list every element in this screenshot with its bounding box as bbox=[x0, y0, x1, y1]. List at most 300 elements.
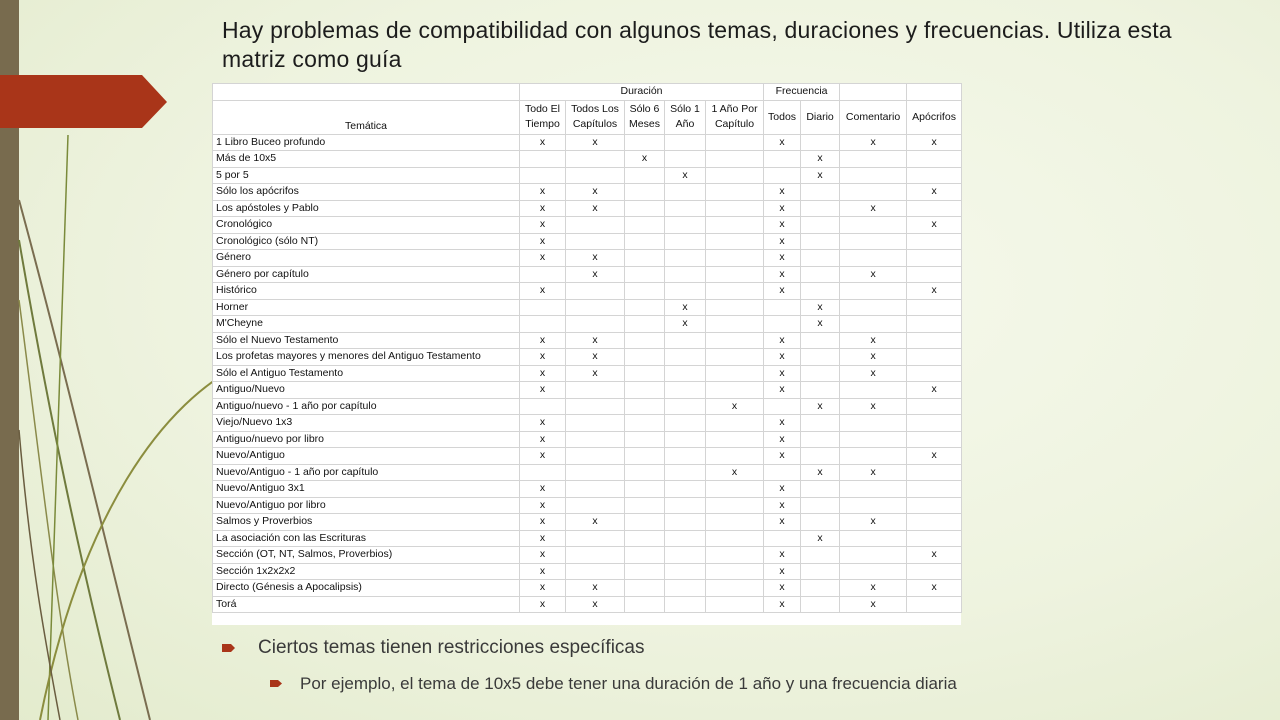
row-label: Antiguo/nuevo por libro bbox=[213, 431, 520, 448]
matrix-cell bbox=[520, 398, 566, 415]
matrix-cell: x bbox=[566, 349, 625, 366]
matrix-cell: x bbox=[520, 563, 566, 580]
matrix-cell: x bbox=[801, 316, 840, 333]
matrix-cell: x bbox=[840, 266, 907, 283]
matrix-cell bbox=[907, 481, 962, 498]
bullet-text: Por ejemplo, el tema de 10x5 debe tener una duración de 1 año y una frecuencia diaria bbox=[300, 674, 957, 693]
matrix-cell: x bbox=[764, 233, 801, 250]
matrix-cell bbox=[566, 316, 625, 333]
matrix-cell: x bbox=[764, 382, 801, 399]
matrix-cell bbox=[907, 497, 962, 514]
matrix-cell bbox=[764, 398, 801, 415]
matrix-cell bbox=[840, 448, 907, 465]
slide-title: Hay problemas de compatibilidad con algunos temas, duraciones y frecuencias. Utiliza esta matriz como guía bbox=[222, 17, 1172, 72]
matrix-cell: x bbox=[764, 184, 801, 201]
matrix-cell bbox=[801, 481, 840, 498]
matrix-cell bbox=[625, 167, 665, 184]
matrix-cell: x bbox=[706, 464, 764, 481]
matrix-cell bbox=[907, 167, 962, 184]
matrix-cell bbox=[706, 233, 764, 250]
matrix-cell bbox=[665, 233, 706, 250]
matrix-cell bbox=[566, 283, 625, 300]
table-row bbox=[213, 299, 962, 316]
matrix-cell bbox=[520, 167, 566, 184]
matrix-cell bbox=[566, 151, 625, 168]
matrix-cell bbox=[706, 200, 764, 217]
row-label: Antiguo/nuevo - 1 año por capítulo bbox=[213, 398, 520, 415]
matrix-cell bbox=[665, 415, 706, 432]
matrix-cell bbox=[907, 415, 962, 432]
table-row bbox=[213, 365, 962, 382]
matrix-cell bbox=[801, 497, 840, 514]
matrix-cell bbox=[706, 217, 764, 234]
table-row bbox=[213, 200, 962, 217]
matrix-table bbox=[212, 83, 962, 613]
table-row bbox=[213, 415, 962, 432]
matrix-cell bbox=[706, 151, 764, 168]
matrix-cell: x bbox=[764, 596, 801, 613]
matrix-cell bbox=[566, 415, 625, 432]
matrix-cell bbox=[801, 596, 840, 613]
matrix-cell bbox=[907, 332, 962, 349]
row-label: Sólo los apócrifos bbox=[213, 184, 520, 201]
matrix-cell: x bbox=[907, 217, 962, 234]
row-label: Antiguo/Nuevo bbox=[213, 382, 520, 399]
matrix-cell bbox=[625, 283, 665, 300]
matrix-cell bbox=[665, 332, 706, 349]
matrix-cell bbox=[665, 283, 706, 300]
matrix-cell bbox=[706, 448, 764, 465]
matrix-cell bbox=[907, 151, 962, 168]
matrix-cell bbox=[801, 349, 840, 366]
matrix-cell bbox=[706, 530, 764, 547]
matrix-cell bbox=[801, 547, 840, 564]
row-label: Sección 1x2x2x2 bbox=[213, 563, 520, 580]
matrix-cell bbox=[840, 316, 907, 333]
matrix-cell bbox=[665, 134, 706, 151]
matrix-cell: x bbox=[764, 283, 801, 300]
matrix-cell: x bbox=[907, 580, 962, 597]
matrix-cell bbox=[520, 151, 566, 168]
matrix-cell bbox=[520, 299, 566, 316]
matrix-cell: x bbox=[566, 200, 625, 217]
matrix-cell bbox=[706, 563, 764, 580]
matrix-cell bbox=[566, 448, 625, 465]
table-row bbox=[213, 167, 962, 184]
matrix-cell: x bbox=[764, 365, 801, 382]
row-label: Cronológico (sólo NT) bbox=[213, 233, 520, 250]
matrix-cell bbox=[625, 398, 665, 415]
matrix-cell: x bbox=[520, 481, 566, 498]
matrix-cell bbox=[706, 382, 764, 399]
matrix-cell: x bbox=[840, 464, 907, 481]
table-row bbox=[213, 481, 962, 498]
row-label: Sólo el Antiguo Testamento bbox=[213, 365, 520, 382]
matrix-cell: x bbox=[566, 134, 625, 151]
matrix-cell bbox=[625, 299, 665, 316]
matrix-cell bbox=[764, 316, 801, 333]
matrix-cell bbox=[840, 481, 907, 498]
matrix-cell bbox=[706, 580, 764, 597]
matrix-cell bbox=[840, 151, 907, 168]
matrix-cell: x bbox=[801, 464, 840, 481]
matrix-cell: x bbox=[566, 250, 625, 267]
matrix-cell: x bbox=[840, 514, 907, 531]
matrix-cell bbox=[625, 233, 665, 250]
matrix-cell bbox=[665, 547, 706, 564]
matrix-cell bbox=[665, 266, 706, 283]
matrix-cell bbox=[706, 514, 764, 531]
matrix-cell bbox=[665, 217, 706, 234]
matrix-cell bbox=[907, 514, 962, 531]
row-label: Histórico bbox=[213, 283, 520, 300]
matrix-cell: x bbox=[520, 200, 566, 217]
column-header: Sólo 6 Meses bbox=[625, 100, 665, 134]
matrix-cell bbox=[706, 415, 764, 432]
matrix-cell bbox=[665, 200, 706, 217]
matrix-cell bbox=[907, 530, 962, 547]
matrix-cell bbox=[665, 497, 706, 514]
empty-header-cell bbox=[213, 84, 520, 101]
matrix-cell: x bbox=[566, 332, 625, 349]
table-row bbox=[213, 349, 962, 366]
matrix-cell bbox=[801, 382, 840, 399]
matrix-cell: x bbox=[764, 580, 801, 597]
bullet-arrow-icon bbox=[222, 642, 236, 654]
matrix-cell bbox=[907, 233, 962, 250]
matrix-cell bbox=[625, 365, 665, 382]
matrix-cell bbox=[665, 514, 706, 531]
matrix-cell bbox=[801, 563, 840, 580]
row-label: Salmos y Proverbios bbox=[213, 514, 520, 531]
matrix-cell: x bbox=[520, 217, 566, 234]
matrix-cell: x bbox=[520, 580, 566, 597]
matrix-cell bbox=[625, 250, 665, 267]
column-header: Apócrifos bbox=[907, 100, 962, 134]
matrix-cell bbox=[520, 464, 566, 481]
matrix-cell: x bbox=[520, 365, 566, 382]
matrix-cell: x bbox=[907, 382, 962, 399]
matrix-cell bbox=[566, 497, 625, 514]
matrix-cell bbox=[801, 266, 840, 283]
matrix-cell: x bbox=[706, 398, 764, 415]
matrix-cell bbox=[840, 217, 907, 234]
matrix-cell: x bbox=[520, 596, 566, 613]
matrix-cell: x bbox=[764, 448, 801, 465]
matrix-cell bbox=[907, 563, 962, 580]
matrix-cell bbox=[625, 464, 665, 481]
matrix-cell: x bbox=[840, 332, 907, 349]
matrix-cell bbox=[665, 481, 706, 498]
matrix-cell bbox=[625, 349, 665, 366]
matrix-cell: x bbox=[764, 349, 801, 366]
matrix-cell bbox=[706, 596, 764, 613]
matrix-cell bbox=[706, 316, 764, 333]
row-label: Nuevo/Antiguo 3x1 bbox=[213, 481, 520, 498]
matrix-cell bbox=[665, 530, 706, 547]
matrix-cell bbox=[566, 530, 625, 547]
table-row bbox=[213, 596, 962, 613]
table-row bbox=[213, 250, 962, 267]
table-row bbox=[213, 332, 962, 349]
matrix-cell: x bbox=[840, 365, 907, 382]
matrix-cell: x bbox=[840, 134, 907, 151]
matrix-cell: x bbox=[625, 151, 665, 168]
matrix-cell: x bbox=[566, 184, 625, 201]
matrix-cell bbox=[625, 266, 665, 283]
matrix-cell bbox=[706, 365, 764, 382]
table-row bbox=[213, 283, 962, 300]
matrix-cell: x bbox=[840, 596, 907, 613]
matrix-cell bbox=[566, 382, 625, 399]
matrix-cell: x bbox=[665, 316, 706, 333]
matrix-cell bbox=[706, 431, 764, 448]
matrix-cell bbox=[764, 151, 801, 168]
matrix-cell bbox=[907, 200, 962, 217]
matrix-cell: x bbox=[520, 415, 566, 432]
column-header: Diario bbox=[801, 100, 840, 134]
matrix-cell bbox=[566, 547, 625, 564]
frecuencia-group-header: Frecuencia bbox=[764, 84, 840, 101]
matrix-cell: x bbox=[566, 580, 625, 597]
matrix-cell bbox=[625, 547, 665, 564]
matrix-cell bbox=[706, 167, 764, 184]
matrix-cell bbox=[566, 299, 625, 316]
table-row bbox=[213, 448, 962, 465]
row-label: 5 por 5 bbox=[213, 167, 520, 184]
matrix-cell: x bbox=[801, 398, 840, 415]
matrix-cell bbox=[665, 596, 706, 613]
matrix-cell bbox=[665, 398, 706, 415]
table-row bbox=[213, 382, 962, 399]
matrix-cell bbox=[840, 415, 907, 432]
matrix-cell bbox=[764, 167, 801, 184]
matrix-cell: x bbox=[665, 167, 706, 184]
matrix-cell: x bbox=[801, 299, 840, 316]
matrix-cell bbox=[665, 382, 706, 399]
matrix-cell bbox=[706, 250, 764, 267]
matrix-cell: x bbox=[840, 200, 907, 217]
row-label: Género por capítulo bbox=[213, 266, 520, 283]
empty-header-cell bbox=[907, 84, 962, 101]
tematica-header: Temática bbox=[213, 100, 520, 134]
table-row bbox=[213, 134, 962, 151]
matrix-cell: x bbox=[566, 596, 625, 613]
matrix-cell bbox=[706, 497, 764, 514]
empty-header-cell bbox=[840, 84, 907, 101]
matrix-cell: x bbox=[520, 283, 566, 300]
matrix-cell: x bbox=[764, 497, 801, 514]
row-label: Nuevo/Antiguo bbox=[213, 448, 520, 465]
group-header-row bbox=[213, 84, 962, 101]
table-row bbox=[213, 580, 962, 597]
column-header: Sólo 1 Año bbox=[665, 100, 706, 134]
matrix-cell: x bbox=[907, 283, 962, 300]
matrix-cell bbox=[840, 431, 907, 448]
matrix-cell bbox=[706, 547, 764, 564]
row-label: Sólo el Nuevo Testamento bbox=[213, 332, 520, 349]
matrix-cell bbox=[907, 266, 962, 283]
matrix-cell: x bbox=[520, 530, 566, 547]
matrix-cell bbox=[566, 481, 625, 498]
matrix-cell bbox=[706, 184, 764, 201]
matrix-cell bbox=[840, 184, 907, 201]
matrix-cell bbox=[706, 299, 764, 316]
matrix-cell: x bbox=[840, 349, 907, 366]
matrix-cell: x bbox=[801, 167, 840, 184]
matrix-cell bbox=[840, 283, 907, 300]
column-header: Comentario bbox=[840, 100, 907, 134]
matrix-cell: x bbox=[520, 184, 566, 201]
row-label: La asociación con las Escrituras bbox=[213, 530, 520, 547]
matrix-cell bbox=[801, 250, 840, 267]
matrix-cell: x bbox=[764, 415, 801, 432]
matrix-cell bbox=[801, 514, 840, 531]
matrix-cell: x bbox=[566, 266, 625, 283]
matrix-cell bbox=[801, 448, 840, 465]
row-label: Viejo/Nuevo 1x3 bbox=[213, 415, 520, 432]
matrix-cell bbox=[801, 184, 840, 201]
matrix-cell: x bbox=[520, 497, 566, 514]
row-label: Sección (OT, NT, Salmos, Proverbios) bbox=[213, 547, 520, 564]
table-row bbox=[213, 233, 962, 250]
matrix-cell: x bbox=[764, 431, 801, 448]
matrix-cell bbox=[764, 464, 801, 481]
matrix-cell: x bbox=[907, 547, 962, 564]
matrix-cell bbox=[801, 415, 840, 432]
matrix-cell bbox=[566, 217, 625, 234]
matrix-cell: x bbox=[520, 547, 566, 564]
matrix-cell bbox=[801, 283, 840, 300]
table-row bbox=[213, 497, 962, 514]
table-row bbox=[213, 514, 962, 531]
row-label: Más de 10x5 bbox=[213, 151, 520, 168]
table-row bbox=[213, 398, 962, 415]
matrix-cell bbox=[764, 530, 801, 547]
matrix-cell: x bbox=[520, 382, 566, 399]
row-label: Torá bbox=[213, 596, 520, 613]
matrix-cell bbox=[907, 250, 962, 267]
matrix-cell: x bbox=[764, 563, 801, 580]
table-row bbox=[213, 431, 962, 448]
matrix-cell bbox=[801, 217, 840, 234]
row-label: 1 Libro Buceo profundo bbox=[213, 134, 520, 151]
matrix-cell bbox=[625, 514, 665, 531]
matrix-cell: x bbox=[907, 134, 962, 151]
table-row bbox=[213, 151, 962, 168]
matrix-cell: x bbox=[520, 514, 566, 531]
row-label: Cronológico bbox=[213, 217, 520, 234]
matrix-cell bbox=[764, 299, 801, 316]
matrix-cell bbox=[625, 481, 665, 498]
matrix-cell bbox=[665, 431, 706, 448]
table-row bbox=[213, 547, 962, 564]
matrix-cell bbox=[840, 530, 907, 547]
matrix-cell bbox=[840, 167, 907, 184]
matrix-cell bbox=[665, 250, 706, 267]
matrix-cell bbox=[907, 431, 962, 448]
table-row bbox=[213, 563, 962, 580]
matrix-cell bbox=[665, 464, 706, 481]
matrix-cell bbox=[566, 563, 625, 580]
column-header: Todo El Tiempo bbox=[520, 100, 566, 134]
matrix-cell: x bbox=[764, 250, 801, 267]
compatibility-matrix bbox=[212, 83, 961, 625]
matrix-cell bbox=[625, 563, 665, 580]
matrix-cell: x bbox=[520, 134, 566, 151]
row-label: Nuevo/Antiguo - 1 año por capítulo bbox=[213, 464, 520, 481]
matrix-cell bbox=[706, 134, 764, 151]
matrix-cell bbox=[840, 563, 907, 580]
row-label: Directo (Génesis a Apocalipsis) bbox=[213, 580, 520, 597]
matrix-cell bbox=[566, 167, 625, 184]
matrix-cell: x bbox=[764, 134, 801, 151]
matrix-cell: x bbox=[520, 332, 566, 349]
matrix-cell: x bbox=[907, 184, 962, 201]
matrix-cell bbox=[625, 382, 665, 399]
matrix-cell bbox=[801, 332, 840, 349]
matrix-cell bbox=[840, 382, 907, 399]
matrix-cell bbox=[907, 299, 962, 316]
matrix-cell bbox=[566, 464, 625, 481]
matrix-cell bbox=[706, 283, 764, 300]
matrix-cell: x bbox=[566, 365, 625, 382]
matrix-cell bbox=[840, 547, 907, 564]
row-label: Horner bbox=[213, 299, 520, 316]
matrix-cell bbox=[520, 266, 566, 283]
matrix-cell: x bbox=[764, 514, 801, 531]
matrix-cell bbox=[625, 580, 665, 597]
table-row bbox=[213, 266, 962, 283]
matrix-cell bbox=[625, 497, 665, 514]
matrix-cell bbox=[625, 217, 665, 234]
matrix-cell bbox=[801, 580, 840, 597]
matrix-cell bbox=[665, 580, 706, 597]
matrix-cell: x bbox=[520, 233, 566, 250]
red-arrow-decoration bbox=[0, 75, 170, 129]
table-row bbox=[213, 464, 962, 481]
matrix-cell bbox=[706, 332, 764, 349]
matrix-cell bbox=[625, 596, 665, 613]
matrix-cell: x bbox=[520, 250, 566, 267]
matrix-cell bbox=[665, 448, 706, 465]
matrix-cell: x bbox=[520, 349, 566, 366]
column-header: 1 Año Por Capítulo bbox=[706, 100, 764, 134]
matrix-cell bbox=[665, 349, 706, 366]
duracion-group-header: Duración bbox=[520, 84, 764, 101]
bullet-arrow-icon bbox=[270, 678, 283, 689]
matrix-cell bbox=[566, 431, 625, 448]
row-label: M'Cheyne bbox=[213, 316, 520, 333]
matrix-cell bbox=[665, 365, 706, 382]
matrix-cell bbox=[907, 365, 962, 382]
table-row bbox=[213, 217, 962, 234]
matrix-cell: x bbox=[840, 580, 907, 597]
matrix-cell bbox=[625, 332, 665, 349]
matrix-cell bbox=[907, 398, 962, 415]
row-label: Género bbox=[213, 250, 520, 267]
matrix-body bbox=[213, 134, 962, 613]
matrix-cell: x bbox=[840, 398, 907, 415]
column-header: Todos bbox=[764, 100, 801, 134]
matrix-cell bbox=[665, 184, 706, 201]
matrix-cell bbox=[706, 481, 764, 498]
matrix-cell bbox=[801, 233, 840, 250]
matrix-cell bbox=[907, 349, 962, 366]
matrix-cell: x bbox=[764, 217, 801, 234]
row-label: Los apóstoles y Pablo bbox=[213, 200, 520, 217]
table-row bbox=[213, 530, 962, 547]
